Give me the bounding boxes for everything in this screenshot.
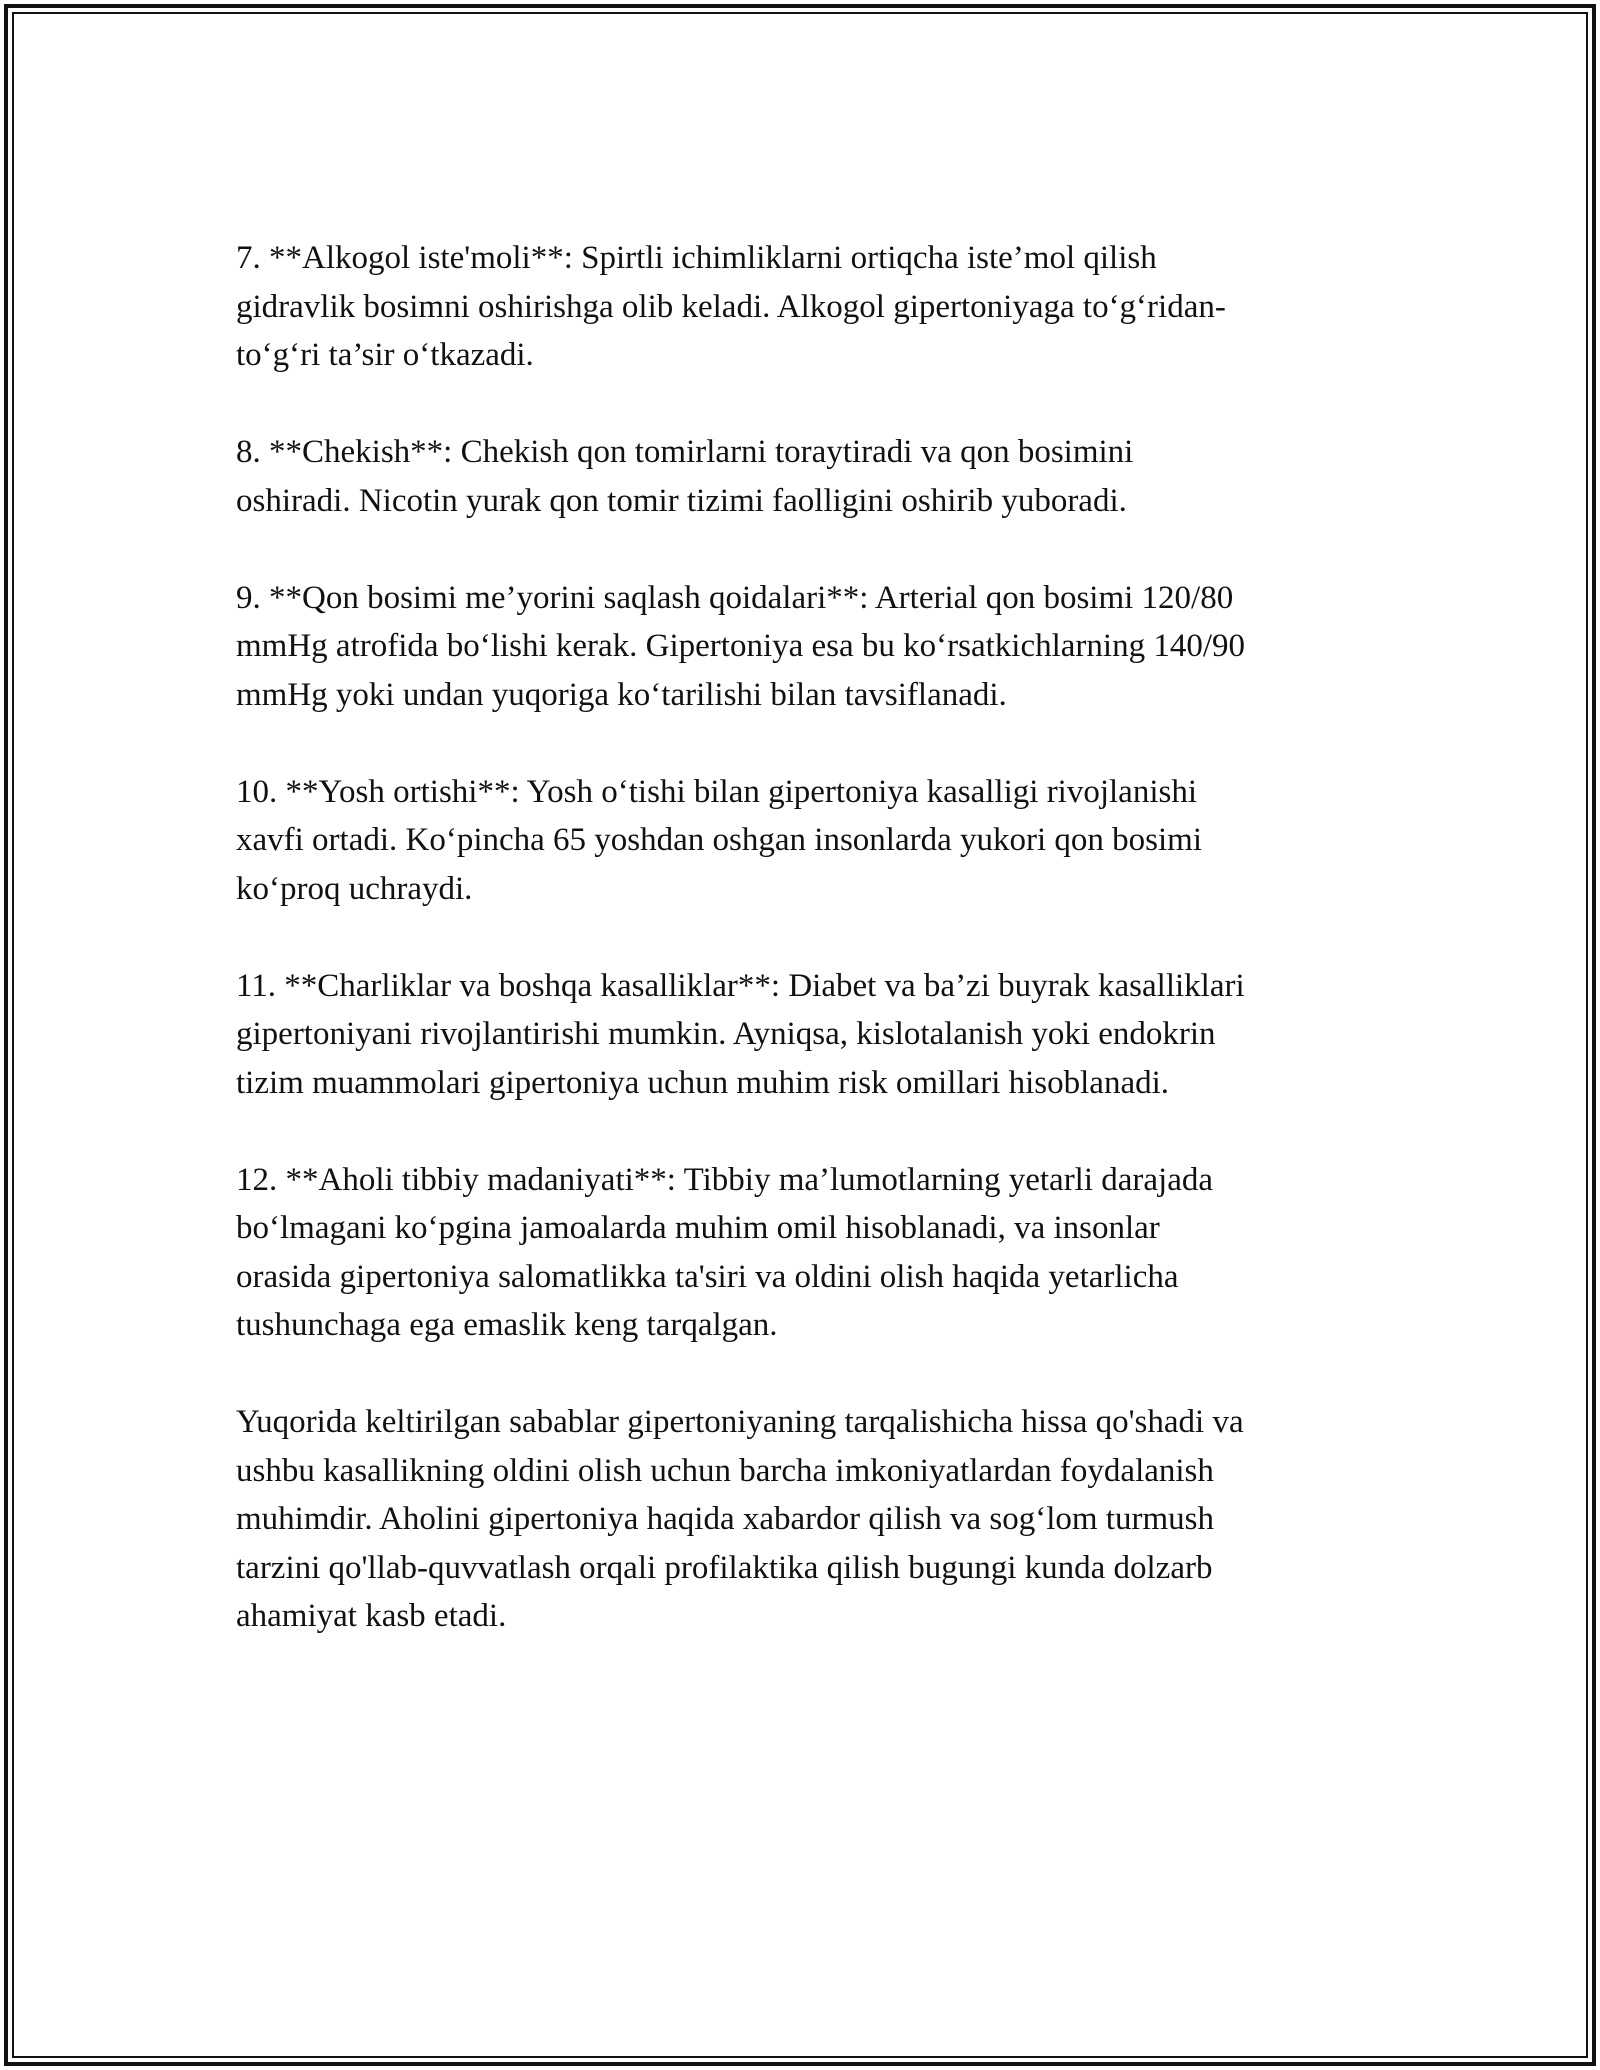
paragraph-alcohol: 7. **Alkogol iste'moli**: Spirtli ichimliklarni ortiqcha iste’mol qilish gidravlik bosimni oshirishga olib keladi. Alkogol gipertoniyaga to‘g‘ridan- to‘g‘ri ta’sir o‘tkazadi. — [236, 240, 1226, 373]
paragraph-smoking: 8. **Chekish**: Chekish qon tomirlarni toraytiradi va qon bosimini oshiradi. Nicotin yurak qon tomir tizimi faolligini oshirib yuboradi. — [236, 434, 1134, 519]
document-body — [236, 234, 1376, 1689]
paragraph-blood-pressure-norms: 9. **Qon bosimi me’yorini saqlash qoidalari**: Arterial qon bosimi 120/80 mmHg atrofida bo‘lishi kerak. Gipertoniya esa bu ko‘rsatkichlarning 140/90 mmHg yoki undan yuqoriga ko‘tarilishi bilan tavsiflanadi. — [236, 579, 1245, 713]
paragraph-diseases: 11. **Charliklar va boshqa kasalliklar**: Diabet va ba’zi buyrak kasalliklari gipertoniyani rivojlantirishi mumkin. Ayniqsa, kislotalanish yoki endokrin tizim muammolari gipertoniya uchun muhim risk omillari hisoblanadi. — [236, 967, 1245, 1101]
paragraph-age: 10. **Yosh ortishi**: Yosh o‘tishi bilan gipertoniya kasalligi rivojlanishi xavfi ortadi. Ko‘pincha 65 yoshdan oshgan insonlarda yukori qon bosimi ko‘proq uchraydi. — [236, 773, 1203, 907]
paragraph-conclusion: Yuqorida keltirilgan sabablar gipertoniyaning tarqalishicha hissa qo'shadi va ushbu kasallikning oldini olish uchun barcha imkoniyatlardan foydalanish muhimdir. Aholini gipertoniya haqida xabardor qilish va sog‘lom turmush tarzini qo'llab-quvvatlash orqali profilaktika qilish bugungi kunda dolzarb ahamiyat kasb etadi. — [236, 1404, 1244, 1634]
paragraph-medical-culture: 12. **Aholi tibbiy madaniyati**: Tibbiy ma’lumotlarning yetarli darajada bo‘lmagani ko‘pgina jamoalarda muhim omil hisoblanadi, va insonlar orasida gipertoniya salomatlikka ta'siri va oldini olish haqida yetarlicha tushunchaga ega emaslik keng tarqalgan. — [236, 1161, 1214, 1343]
